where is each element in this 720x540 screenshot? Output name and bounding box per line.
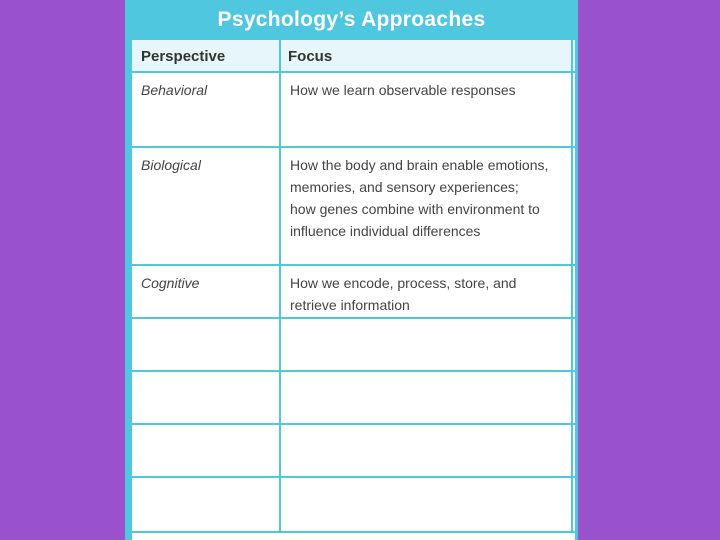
empty-table-row [132,425,575,478]
approaches-table [132,40,575,540]
perspective-label: Cognitive [141,275,200,291]
focus-cell [281,425,573,476]
perspective-cell [132,266,281,317]
focus-line: How we encode, process, store, and [290,275,517,291]
focus-cell [281,319,573,370]
focus-cell [281,266,573,317]
page-title: Psychology’s Approaches [217,8,486,31]
focus-cell [281,148,573,264]
focus-line: How the body and brain enable emotions, [290,157,549,173]
perspective-label: Biological [141,157,201,173]
header-focus: Focus [281,40,573,71]
table-row [132,73,575,148]
empty-table-row [132,319,575,372]
focus-line: retrieve information [290,297,410,313]
empty-table-row [132,372,575,425]
perspective-cell [132,478,281,531]
table-row [132,148,575,266]
focus-cell [281,372,573,423]
table-header-row [132,40,575,73]
perspective-cell [132,372,281,423]
focus-line: memories, and sensory experiences; [290,179,519,195]
empty-table-row [132,478,575,533]
header-perspective: Perspective [132,40,281,71]
perspective-cell [132,319,281,370]
table-row [132,266,575,319]
perspective-cell [132,148,281,264]
perspective-cell [132,425,281,476]
perspective-cell [132,73,281,146]
focus-cell [281,73,573,146]
focus-line: how genes combine with environment to [290,201,540,217]
focus-line: influence individual differences [290,223,481,239]
approaches-panel [125,0,578,540]
focus-cell [281,478,573,531]
perspective-label: Behavioral [141,82,208,98]
focus-line: How we learn observable responses [290,82,516,98]
